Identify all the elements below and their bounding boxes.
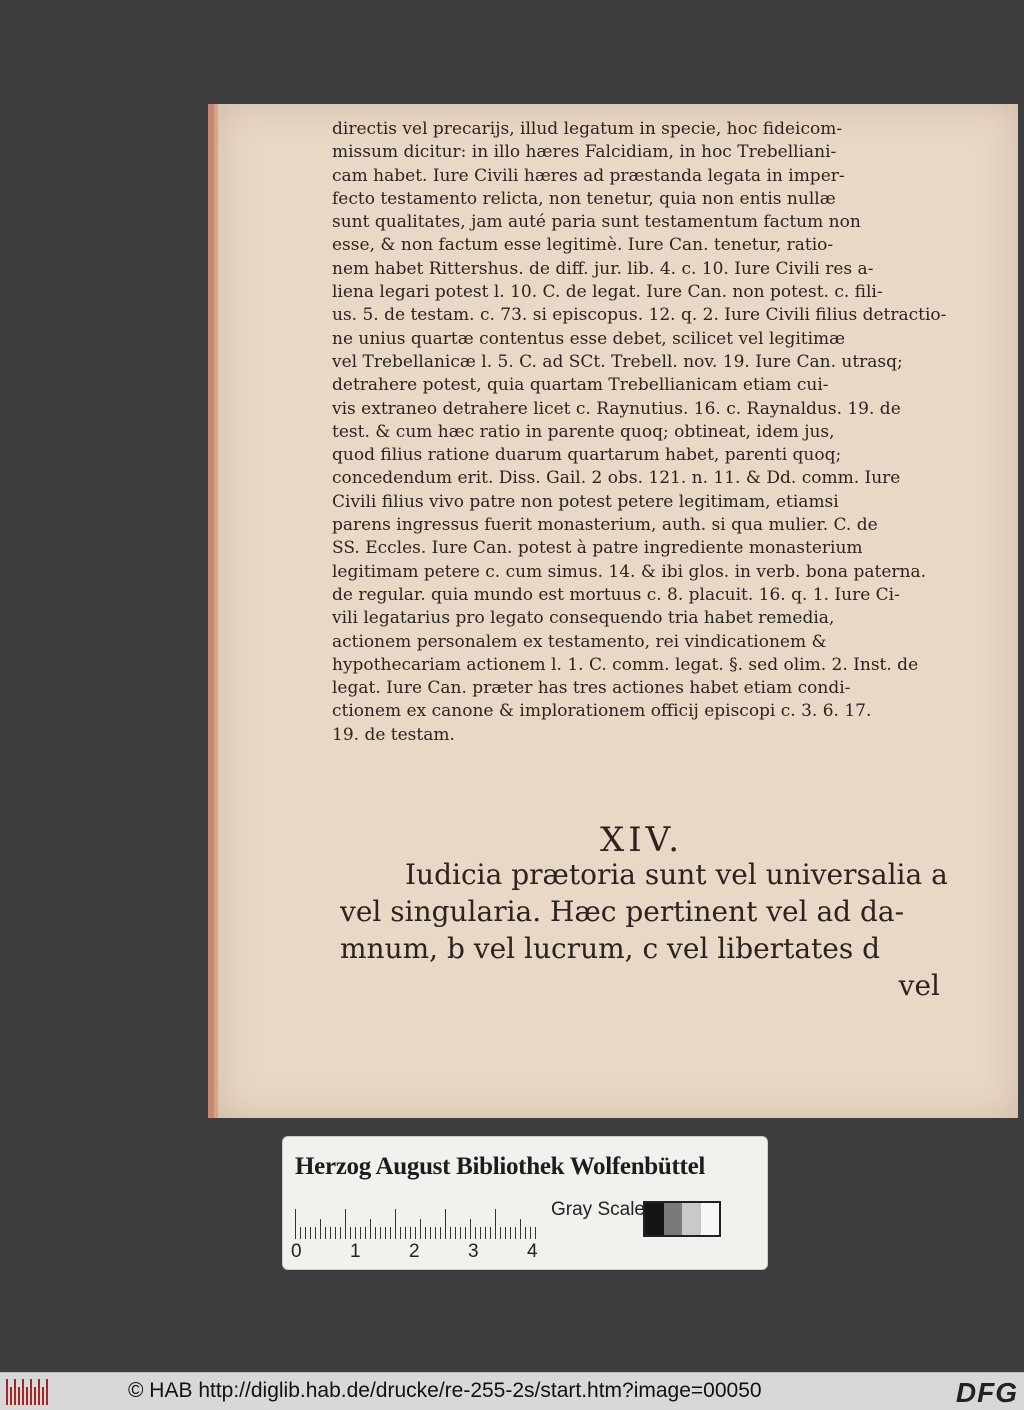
text-line: vis extraneo detrahere licet c. Raynutius. 16. c. Raynaldus. 19. de [332,398,901,419]
logo-bar [26,1387,28,1405]
logo-bar [6,1379,8,1405]
ruler-tick [435,1227,436,1239]
ruler-tick [395,1209,396,1239]
ruler-tick [470,1219,471,1239]
ruler-tick [525,1227,526,1239]
body-text [332,118,952,747]
color-target-card [282,1136,768,1270]
ruler-tick [465,1227,466,1239]
text-line: directis vel precarijs, illud legatum in specie, hoc fideicom- [332,119,843,139]
ruler-tick [405,1227,406,1239]
logo-bar [42,1387,44,1405]
hab-logo-icon [6,1379,46,1405]
ruler-tick [375,1227,376,1239]
ruler-number: 0 [291,1241,302,1262]
ruler-tick [360,1227,361,1239]
gray-swatch [645,1203,664,1235]
ruler-tick [305,1227,306,1239]
ruler-tick [365,1227,366,1239]
logo-bar [22,1379,24,1405]
logo-bar [18,1387,20,1405]
ruler-tick [485,1227,486,1239]
ruler-tick [425,1227,426,1239]
ruler-tick [455,1227,456,1239]
footer-credit-link[interactable]: © HAB http://diglib.hab.de/drucke/re-255-2s/start.htm?image=00050 [128,1379,762,1402]
text-line: test. & cum hæc ratio in parente quoq; obtineat, idem jus, [332,421,835,442]
ruler-number: 3 [468,1241,479,1262]
logo-bar [30,1379,32,1405]
ruler-tick [440,1227,441,1239]
gray-scale-label: Gray Scale [551,1199,645,1220]
ruler-tick [535,1227,536,1239]
ruler-tick [400,1227,401,1239]
section-line: Iudicia prætoria sunt vel universalia a [405,858,948,891]
ruler-tick [520,1219,521,1239]
ruler-tick [475,1227,476,1239]
ruler-tick [410,1227,411,1239]
text-line: ctionem ex canone & implorationem officij episcopi c. 3. 6. 17. [332,701,872,722]
ruler-tick [505,1227,506,1239]
text-line: Civili filius vivo patre non potest petere legitimam, etiamsi [332,491,839,512]
ruler-number: 1 [350,1241,361,1262]
ruler-tick [420,1219,421,1239]
text-line: cam habet. Iure Civili hæres ad præstanda legata in imper- [332,165,845,186]
ruler-tick [345,1209,346,1239]
ruler-tick [510,1227,511,1239]
gray-swatch [701,1203,720,1235]
ruler-number: 4 [527,1241,538,1262]
ruler-tick [380,1227,381,1239]
ruler-tick [370,1219,371,1239]
text-line: esse, & non factum esse legitimè. Iure Can. tenetur, ratio- [332,235,834,256]
text-line: missum dicitur: in illo hæres Falcidiam, in hoc Trebelliani- [332,142,837,163]
text-line: detrahere potest, quia quartam Trebellianicam etiam cui- [332,375,829,396]
text-line: parens ingressus fuerit monasterium, auth. si qua mulier. C. de [332,515,878,536]
dfg-logo: DFG [955,1377,1018,1408]
ruler-tick [480,1227,481,1239]
ruler-tick [295,1209,296,1239]
ruler-tick [500,1227,501,1239]
text-line: liena legari potest l. 10. C. de legat. Iure Can. non potest. c. fili- [332,282,883,303]
text-line: legitimam petere c. cum simus. 14. & ibi glos. in verb. bona paterna. [332,561,926,582]
ruler-tick [530,1227,531,1239]
logo-bar [10,1387,12,1405]
text-line: vel Trebellanicæ l. 5. C. ad SCt. Trebell. nov. 19. Iure Can. utrasq; [332,351,903,372]
logo-bar [38,1379,40,1405]
library-name: Herzog August Bibliothek Wolfenbüttel [295,1153,706,1180]
section-text [340,856,948,1004]
text-line: ne unius quartæ contentus esse debet, scilicet vel legitimæ [332,328,846,349]
ruler-tick [460,1227,461,1239]
gray-swatch [664,1203,683,1235]
section-line: mnum, b vel lucrum, c vel libertates d [340,932,881,965]
ruler-tick [320,1219,321,1239]
text-line: sunt qualitates, jam auté paria sunt testamentum factum non [332,212,861,233]
ruler-tick [325,1227,326,1239]
logo-bar [46,1379,48,1405]
ruler-tick [335,1227,336,1239]
ruler-tick [515,1227,516,1239]
ruler-tick [355,1227,356,1239]
ruler-tick [390,1227,391,1239]
ruler-tick [450,1227,451,1239]
ruler [295,1209,535,1239]
section-heading: XIV. [600,820,684,860]
text-line: fecto testamento relicta, non tenetur, quia non entis nullæ [332,188,836,209]
text-line: vili legatarius pro legato consequendo tria habet remedia, [332,608,835,629]
ruler-tick [415,1227,416,1239]
section-line: vel singularia. Hæc pertinent vel ad da- [340,895,905,928]
ruler-tick [495,1209,496,1239]
logo-bar [34,1387,36,1405]
text-line: quod filius ratione duarum quartarum habet, parenti quoq; [332,445,842,466]
text-line: actionem personalem ex testamento, rei vindicationem & [332,631,827,652]
ruler-tick [330,1227,331,1239]
text-line: 19. de testam. [332,724,455,745]
text-line: de regular. quia mundo est mortuus c. 8. placuit. 16. q. 1. Iure Ci- [332,584,900,605]
footer-bar [0,1372,1024,1410]
section-line: vel [898,969,940,1002]
ruler-tick [310,1227,311,1239]
ruler-tick [300,1227,301,1239]
ruler-tick [340,1227,341,1239]
ruler-tick [350,1227,351,1239]
text-line: us. 5. de testam. c. 73. si episcopus. 12. q. 2. Iure Civili filius detractio- [332,305,947,326]
ruler-tick [430,1227,431,1239]
text-line: nem habet Rittershus. de diff. jur. lib. 4. c. 10. Iure Civili res a- [332,258,874,279]
gray-scale-swatches [643,1201,721,1237]
text-line: SS. Eccles. Iure Can. potest à patre ingrediente monasterium [332,538,863,559]
gray-swatch [682,1203,701,1235]
ruler-tick [445,1209,446,1239]
ruler-tick [385,1227,386,1239]
text-line: hypothecariam actionem l. 1. C. comm. legat. §. sed olim. 2. Inst. de [332,654,919,675]
ruler-number: 2 [409,1241,420,1262]
ruler-tick [490,1227,491,1239]
logo-bar [14,1379,16,1405]
text-line: concedendum erit. Diss. Gail. 2 obs. 121. n. 11. & Dd. comm. Iure [332,468,901,489]
ruler-tick [315,1227,316,1239]
text-line: legat. Iure Can. præter has tres actiones habet etiam condi- [332,678,851,699]
